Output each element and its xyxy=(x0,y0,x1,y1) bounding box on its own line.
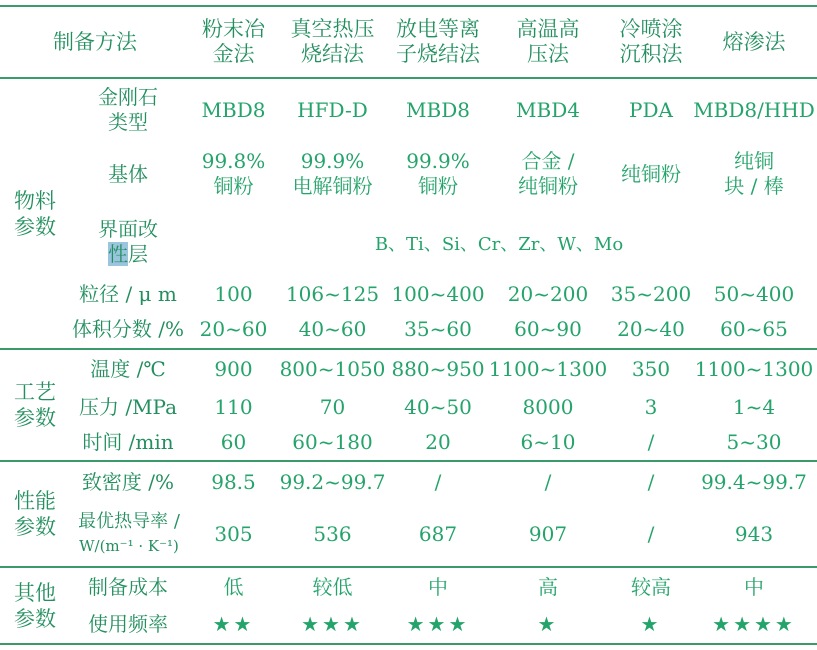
star-icon: ★★★★ xyxy=(712,611,796,636)
pressure-cell-5: 3 xyxy=(644,394,658,419)
conductivity-cell-5: / xyxy=(647,521,655,546)
volume-cell-3: 35~60 xyxy=(404,316,472,341)
star-icon: ★★ xyxy=(212,611,255,636)
pressure-cell-2: 70 xyxy=(319,394,346,419)
pressure-cell-1: 110 xyxy=(214,394,253,419)
frequency-cell-3 xyxy=(384,607,492,641)
row-label-matrix: 基体 xyxy=(108,161,148,186)
particle-cell-6: 50~400 xyxy=(713,281,795,306)
time-cell-2: 60~180 xyxy=(292,429,373,454)
header-method-5: 冷喷涂 沉积法 xyxy=(619,17,683,66)
temp-cell-5: 350 xyxy=(631,356,671,381)
conductivity-cell-4: 907 xyxy=(528,521,568,546)
pressure-cell-4: 8000 xyxy=(522,394,574,419)
star-icon: ★ xyxy=(640,611,662,636)
density-cell-2: 99.2~99.7 xyxy=(279,469,386,494)
temp-cell-6: 1100~1300 xyxy=(694,356,814,381)
header-method-4: 高温高 压法 xyxy=(516,17,580,66)
time-cell-5: / xyxy=(647,429,655,454)
matrix-cell-2: 99.9% 电解铜粉 xyxy=(292,149,373,198)
particle-cell-1: 100 xyxy=(214,281,253,306)
particle-cell-3: 100~400 xyxy=(391,281,485,306)
conductivity-cell-6: 943 xyxy=(734,521,774,546)
header-method-1: 粉末冶 金法 xyxy=(202,17,265,66)
rule-material xyxy=(0,348,817,350)
frequency-cell-2 xyxy=(281,607,384,641)
particle-cell-2: 106~125 xyxy=(285,281,380,306)
cost-cell-2: 较低 xyxy=(312,574,353,599)
volume-cell-6: 60~65 xyxy=(720,316,788,341)
row-label-conductivity: 最优热导率 / W/(m⁻¹ · K⁻¹) xyxy=(78,511,180,555)
volume-cell-4: 60~90 xyxy=(514,316,582,341)
group-material: 物料 参数 xyxy=(14,188,56,239)
frequency-cell-4 xyxy=(492,607,604,641)
volume-cell-2: 40~60 xyxy=(298,316,367,341)
temp-cell-1: 900 xyxy=(214,356,253,381)
star-icon: ★★★ xyxy=(301,611,364,636)
diamond-cell-4: MBD4 xyxy=(516,97,580,122)
group-process: 工艺 参数 xyxy=(14,380,56,430)
diamond-cell-5: PDA xyxy=(629,97,673,122)
row-label-time: 时间 /min xyxy=(82,429,174,454)
diamond-cell-1: MBD8 xyxy=(201,97,266,122)
rule-performance xyxy=(0,566,817,568)
particle-cell-4: 20~200 xyxy=(507,281,589,306)
density-cell-6: 99.4~99.7 xyxy=(701,469,807,494)
rule-bottom xyxy=(0,643,817,645)
row-label-diamond: 金刚石 类型 xyxy=(98,85,158,134)
time-cell-4: 6~10 xyxy=(520,429,576,454)
row-label-temp: 温度 /℃ xyxy=(90,356,166,381)
diamond-cell-6: MBD8/HHD xyxy=(693,97,815,122)
matrix-cell-5: 纯铜粉 xyxy=(621,161,681,186)
density-cell-1: 98.5 xyxy=(211,469,256,494)
interface-value: B、Ti、Si、Cr、Zr、W、Mo xyxy=(374,233,624,255)
conductivity-cell-3: 687 xyxy=(418,521,458,546)
cost-cell-3: 中 xyxy=(428,574,448,599)
rule-header xyxy=(0,77,817,79)
conductivity-cell-1: 305 xyxy=(214,521,253,546)
header-method-2: 真空热压 烧结法 xyxy=(290,17,375,66)
pressure-cell-6: 1~4 xyxy=(732,394,776,419)
density-cell-5: / xyxy=(647,469,655,494)
cost-cell-5: 较高 xyxy=(631,574,671,599)
highlighted-text: 性 xyxy=(108,242,128,266)
group-performance: 性能 参数 xyxy=(14,489,56,539)
pressure-cell-3: 40~50 xyxy=(404,394,472,419)
matrix-cell-4: 合金 / 纯铜粉 xyxy=(518,149,578,198)
frequency-cell-5 xyxy=(604,607,698,641)
cost-cell-4: 高 xyxy=(538,574,558,599)
header-method-3: 放电等离 子烧结法 xyxy=(396,17,480,66)
matrix-cell-3: 99.9% 铜粉 xyxy=(406,149,470,198)
time-cell-3: 20 xyxy=(425,429,451,454)
conductivity-cell-2: 536 xyxy=(313,521,352,546)
density-cell-4: / xyxy=(544,469,552,494)
time-cell-6: 5~30 xyxy=(726,429,782,454)
diamond-cell-3: MBD8 xyxy=(406,97,470,122)
temp-cell-2: 800~1050 xyxy=(279,356,386,381)
matrix-cell-6: 纯铜 块 / 棒 xyxy=(724,149,784,198)
group-other: 其他 参数 xyxy=(14,580,56,631)
row-label-frequency: 使用频率 xyxy=(88,611,168,636)
row-label-volume: 体积分数 /% xyxy=(71,316,185,341)
row-label-particle: 粒径 / μ m xyxy=(79,281,177,306)
volume-cell-1: 20~60 xyxy=(199,316,268,341)
cost-cell-1: 低 xyxy=(223,574,244,599)
density-cell-3: / xyxy=(434,469,442,494)
volume-cell-5: 20~40 xyxy=(617,316,685,341)
time-cell-1: 60 xyxy=(220,429,247,454)
star-icon: ★ xyxy=(537,611,559,636)
star-icon: ★★★ xyxy=(406,611,470,636)
rule-process xyxy=(0,460,817,462)
particle-cell-5: 35~200 xyxy=(610,281,692,306)
row-label-pressure: 压力 /MPa xyxy=(78,394,178,419)
row-label-interface: 界面改 性层 xyxy=(98,217,158,266)
row-label-cost: 制备成本 xyxy=(88,574,168,599)
frequency-cell-6 xyxy=(698,607,810,641)
diamond-cell-2: HFD-D xyxy=(297,97,368,122)
header-corner: 制备方法 xyxy=(53,29,137,54)
row-label-density: 致密度 /% xyxy=(81,469,175,494)
temp-cell-4: 1100~1300 xyxy=(488,356,608,381)
header-method-6: 熔渗法 xyxy=(722,29,786,54)
temp-cell-3: 880~950 xyxy=(391,356,485,381)
cost-cell-6: 中 xyxy=(744,574,764,599)
rule-top xyxy=(0,5,817,7)
matrix-cell-1: 99.8% 铜粉 xyxy=(201,149,266,198)
frequency-cell-1 xyxy=(186,607,281,641)
